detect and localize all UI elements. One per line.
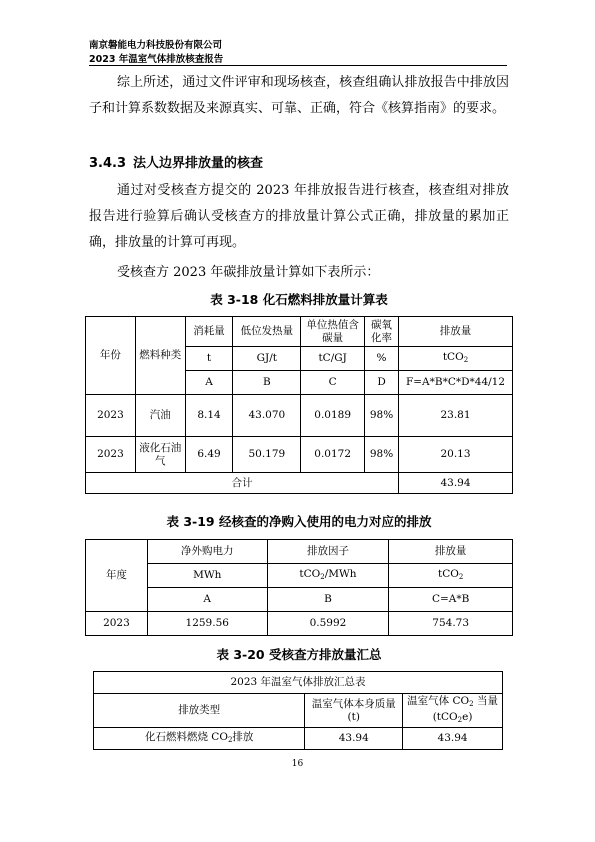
table-row (86, 317, 513, 347)
paragraph-intro-table: 受核查方 2023 年碳排放量计算如下表所示： (117, 265, 380, 280)
cell-emission: 20.13 (399, 437, 513, 473)
cell-power: 1259.56 (147, 612, 267, 636)
formula: C=A*B (389, 588, 513, 612)
unit-emission: tCO$_2$ (389, 564, 513, 588)
table-row (94, 694, 503, 728)
cell-factor: 0.5992 (267, 612, 389, 636)
unit-emission: tCO$_2$ (399, 347, 513, 371)
header-co2-equivalent: 温室气体 $CO_2$ 当量(tCO$_2$e) (403, 694, 503, 728)
table-row (86, 612, 513, 636)
cell-co2-equivalent: 43.94 (403, 728, 503, 750)
section-heading (89, 152, 263, 171)
unit-factor: tCO$_2$/MWh (267, 564, 389, 588)
paragraph-conclusion: 综上所述，通过文件评审和现场核查，核查组确认排放报告中排放因子和计算系数数据及来源真实、可靠、正确，符合《核算指南》的要求。 (89, 75, 509, 116)
header-report-title: 2023 年温室气体排放核查报告 (89, 54, 224, 65)
cell-year: 2023 (86, 437, 136, 473)
header-emission: 排放量 (389, 540, 513, 564)
table-row (86, 437, 513, 473)
header-oxidation-rate: 碳氧化率 (365, 317, 399, 347)
total-value: 43.94 (399, 473, 513, 494)
table-row (86, 588, 513, 612)
unit-ncv: GJ/t (233, 347, 301, 371)
table-row (86, 564, 513, 588)
cell-year: 2023 (86, 612, 148, 636)
header-net-power: 净外购电力 (147, 540, 267, 564)
summary-table (93, 671, 503, 750)
header-carbon-content: 单位热值含碳量 (301, 317, 365, 347)
table1-caption: 表 3-18 化石燃料排放量计算表 (210, 292, 388, 307)
cell-emission-type: 化石燃料燃烧 $CO_2$排放 (94, 728, 305, 750)
code-a: A (147, 588, 267, 612)
code-b: B (233, 371, 301, 395)
cell-ncv: 50.179 (233, 437, 301, 473)
paragraph-verification: 通过对受核查方提交的 2023 年排放报告进行核查，核查组对排放报告进行验算后确认受核查方的排放量计算公式正确，排放量的累加正确，排放量的计算可再现。 (89, 183, 509, 250)
electricity-table (85, 539, 513, 636)
fossil-fuel-table (85, 316, 513, 494)
unit-power: MWh (147, 564, 267, 588)
table2-caption: 表 3-19 经核查的净购入使用的电力对应的排放 (166, 514, 432, 529)
cell-emission: 754.73 (389, 612, 513, 636)
cell-oxidation: 98% (365, 437, 399, 473)
table-row (86, 395, 513, 437)
unit-consumption: t (185, 347, 233, 371)
unit-carbon: tC/GJ (301, 347, 365, 371)
header-rule (89, 65, 507, 66)
code-c: C (301, 371, 365, 395)
code-a: A (185, 371, 233, 395)
total-label: 合计 (86, 473, 399, 494)
code-b: B (267, 588, 389, 612)
code-d: D (365, 371, 399, 395)
summary-title: 2023 年温室气体排放汇总表 (94, 672, 503, 694)
table3-caption: 表 3-20 受核查方排放量汇总 (216, 647, 382, 662)
cell-emission: 23.81 (399, 395, 513, 437)
cell-fuel: 液化石油气 (135, 437, 185, 473)
cell-ncv: 43.070 (233, 395, 301, 437)
section-number: 3.4.3 (89, 156, 127, 171)
table-row (94, 728, 503, 750)
cell-year: 2023 (86, 395, 136, 437)
cell-carbon: 0.0172 (301, 437, 365, 473)
header-emission: 排放量 (399, 317, 513, 347)
unit-oxidation: % (365, 347, 399, 371)
table-row (86, 540, 513, 564)
formula: F=A*B*C*D*44/12 (399, 371, 513, 395)
cell-consumption: 8.14 (185, 395, 233, 437)
page-number: 16 (291, 759, 304, 769)
cell-oxidation: 98% (365, 395, 399, 437)
header-ghg-mass: 温室气体本身质量(t) (305, 694, 403, 728)
header-company: 南京磐能电力科技股份有限公司 (89, 40, 223, 51)
cell-carbon: 0.0189 (301, 395, 365, 437)
cell-consumption: 6.49 (185, 437, 233, 473)
header-consumption: 消耗量 (185, 317, 233, 347)
header-emission-type: 排放类型 (94, 694, 305, 728)
cell-fuel: 汽油 (135, 395, 185, 437)
header-year: 年度 (86, 540, 148, 612)
header-year: 年份 (86, 317, 136, 395)
table-row (94, 672, 503, 694)
header-fuel-type: 燃料种类 (135, 317, 185, 395)
section-title: 法人边界排放量的核查 (133, 156, 264, 171)
header-emission-factor: 排放因子 (267, 540, 389, 564)
header-ncv: 低位发热量 (233, 317, 301, 347)
cell-ghg-mass: 43.94 (305, 728, 403, 750)
table-row (86, 473, 513, 494)
